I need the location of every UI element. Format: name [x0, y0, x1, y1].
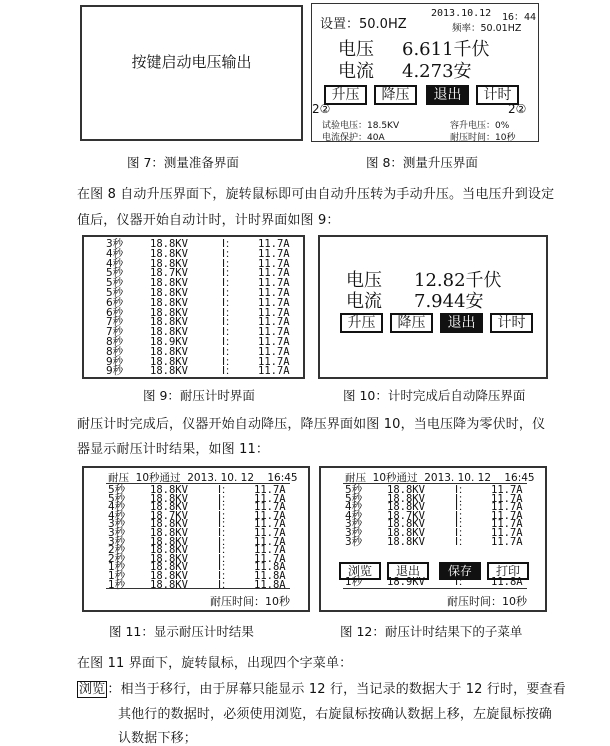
row-current-label: I：: [218, 535, 232, 548]
row-time: 7秒: [106, 326, 124, 339]
row-current: 11.7A: [258, 345, 290, 358]
row-voltage: 18.8KV: [150, 561, 188, 574]
row-voltage: 18.8KV: [387, 527, 425, 539]
row-voltage: 18.8KV: [150, 257, 188, 270]
row-current-label: I：: [455, 527, 469, 539]
row-current-label: I：: [455, 501, 469, 514]
para1-line2: 值后，仪器开始自动计时，计时界面如图 9：: [77, 213, 340, 228]
fig8-caption: 图 8：测量升压界面: [366, 155, 478, 170]
row-current-label: I：: [218, 544, 232, 557]
fig8-left-mark: 2②: [312, 102, 331, 116]
row-time: 4秒: [108, 501, 126, 514]
fig8-test-voltage: 试验电压：18.5KV: [322, 121, 400, 131]
row-current: 11.7A: [491, 535, 523, 548]
row-time: 5秒: [106, 277, 124, 290]
fig10-curr-label: 电流: [346, 291, 382, 312]
fig8-btn-down[interactable]: 降压: [374, 85, 417, 105]
row-time: 1秒: [108, 570, 126, 582]
row-current-label: I：: [222, 306, 236, 319]
row-time: 3秒: [106, 238, 124, 250]
row-current: 11.7A: [258, 296, 290, 309]
row-current: 11.7A: [258, 316, 290, 329]
row-current: 11.7A: [254, 484, 286, 496]
row-current-label: I：: [218, 509, 232, 522]
row-current-label: I：: [222, 267, 236, 280]
row-time: 7秒: [106, 316, 124, 329]
fig12-menu-exit[interactable]: 退出: [387, 562, 429, 580]
row-current: 11.7A: [258, 257, 290, 270]
row-voltage: 18.8KV: [150, 570, 188, 582]
row-voltage: 18.8KV: [387, 518, 425, 531]
row-voltage: 18.8KV: [150, 501, 188, 514]
row-voltage: 18.8KV: [387, 501, 425, 514]
row-current: 11.7A: [491, 527, 523, 539]
row-voltage: 18.8KV: [387, 535, 425, 548]
row-time: 4秒: [108, 509, 126, 522]
row-voltage: 18.8KV: [150, 277, 188, 290]
row-current-label: I：: [218, 578, 232, 591]
row-time: 4秒: [106, 257, 124, 270]
fig12-header: 耐压 10秒通过 2013. 10. 12 16:45: [345, 472, 535, 484]
row-time: 8秒: [106, 345, 124, 358]
fig8-right-mark: 2②: [508, 102, 527, 116]
fig12-menu-save[interactable]: 保存: [439, 562, 481, 580]
row-time: 2秒: [108, 552, 126, 565]
fig9-caption: 图 9：耐压计时界面: [143, 388, 255, 403]
row-current-label: I：: [222, 296, 236, 309]
row-current-label: I：: [222, 277, 236, 290]
row-current: 11.7A: [254, 544, 286, 557]
row-current: 11.7A: [258, 365, 290, 378]
row-time: 4秒: [106, 247, 124, 260]
row-current-label: I：: [218, 518, 232, 531]
row-current: 11.7A: [258, 267, 290, 280]
row-current-label: I：: [222, 247, 236, 260]
browse-line3: 认数据下移；: [118, 731, 197, 746]
row-current: 11.7A: [258, 306, 290, 319]
fig10-btn-up[interactable]: 升压: [340, 313, 383, 333]
fig8-btn-timer[interactable]: 计时: [476, 85, 519, 105]
fig8-volt-value: 6.611千伏: [402, 39, 490, 60]
row-voltage: 18.7KV: [150, 509, 188, 522]
fig12-menu-print[interactable]: 打印: [487, 562, 529, 580]
row-time: 5秒: [108, 492, 126, 505]
row-current: 11.7A: [258, 355, 290, 368]
row-current: 11.7A: [258, 277, 290, 290]
row-voltage: 18.7KV: [150, 267, 188, 280]
row-time: 3秒: [108, 535, 126, 548]
fig12-cut-row: 1秒 18.9KV I： 11.8A: [345, 576, 523, 588]
row-current-label: I：: [222, 326, 236, 339]
row-current: 11.7A: [254, 509, 286, 522]
fig12-caption: 图 12：耐压计时结果下的子菜单: [340, 624, 523, 639]
row-voltage: 18.9KV: [150, 336, 188, 348]
row-time: 8秒: [106, 336, 124, 348]
row-current-label: I：: [455, 492, 469, 505]
row-voltage: 18.8KV: [150, 578, 188, 591]
row-current-label: I：: [455, 484, 469, 496]
fig10-caption: 图 10：计时完成后自动降压界面: [343, 388, 526, 403]
row-time: 1秒: [108, 561, 126, 574]
row-current: 11.7A: [254, 527, 286, 539]
row-current: 11.7A: [258, 326, 290, 339]
row-time: 9秒: [106, 355, 124, 368]
browse-line2: 其他行的数据时，必须使用浏览，右旋鼠标按确认数据上移，左旋鼠标按确: [118, 707, 552, 722]
row-current-label: I：: [222, 345, 236, 358]
fig10-volt-label: 电压: [346, 270, 382, 291]
row-voltage: 18.8KV: [150, 355, 188, 368]
fig10-btn-timer[interactable]: 计时: [490, 313, 533, 333]
row-current: 11.7A: [254, 492, 286, 505]
fig8-withstand-time: 耐压时间：10秒: [450, 133, 516, 143]
row-current-label: I：: [455, 509, 469, 522]
row-voltage: 18.8KV: [150, 316, 188, 329]
row-current: 11.7A: [254, 501, 286, 514]
row-time: 1秒: [108, 578, 126, 591]
fig8-date: 2013.10.12: [431, 8, 492, 19]
row-current-label: I：: [222, 365, 236, 378]
fig10-curr-value: 7.944安: [414, 291, 484, 312]
row-current: 11.7A: [254, 552, 286, 565]
para2-line1: 耐压计时完成后，仪器开始自动降压，降压界面如图 10，当电压降为零伏时，仪: [77, 417, 546, 432]
row-current: 11.7A: [258, 336, 290, 348]
row-current: 11.7A: [491, 518, 523, 531]
row-voltage: 18.8KV: [150, 238, 188, 250]
row-voltage: 18.8KV: [150, 552, 188, 565]
row-current-label: I：: [222, 287, 236, 299]
fig12-screen: [319, 466, 547, 612]
fig8-time: 16：44: [502, 12, 537, 23]
row-current: 11.7A: [491, 492, 523, 505]
fig8-btn-exit[interactable]: 退出: [426, 85, 469, 105]
fig8-freq: 频率：50.01HZ: [452, 23, 522, 34]
fig7-text: 按键启动电压输出: [131, 53, 252, 71]
row-time: 3秒: [345, 535, 363, 548]
row-voltage: 18.8KV: [150, 492, 188, 505]
row-current: 11.7A: [258, 247, 290, 260]
row-current: 11.7A: [491, 501, 523, 514]
fig8-setting: 设置：50.0HZ: [320, 17, 407, 32]
fig11-caption: 图 11：显示耐压计时结果: [109, 624, 254, 639]
row-current: 11.7A: [254, 518, 286, 531]
row-time: 3秒: [345, 518, 363, 531]
row-current-label: I：: [222, 336, 236, 348]
row-voltage: 18.8KV: [150, 544, 188, 557]
row-time: 4秒: [345, 509, 363, 522]
row-current-label: I：: [218, 570, 232, 582]
row-time: 2秒: [108, 544, 126, 557]
row-current-label: I：: [218, 492, 232, 505]
fig7-screen: [80, 5, 303, 141]
row-current: 11.8A: [254, 561, 286, 574]
row-voltage: 18.8KV: [387, 492, 425, 505]
row-current: 11.7A: [258, 238, 290, 250]
fig8-cap-voltage: 容升电压：0%: [450, 121, 510, 131]
fig10-screen: [318, 235, 548, 379]
row-time: 4秒: [345, 501, 363, 514]
row-voltage: 18.8KV: [150, 326, 188, 339]
fig9-screen: [82, 235, 305, 379]
browse-line1: 浏览 ：相当于移行，由于屏幕只能显示 12 行，当记录的数据大于 12 行时，要查看: [79, 682, 566, 697]
row-time: 3秒: [108, 527, 126, 539]
fig12-footer: 耐压时间：10秒: [447, 595, 527, 608]
row-current-label: I：: [218, 552, 232, 565]
row-current-label: I：: [455, 518, 469, 531]
row-voltage: 18.8KV: [150, 484, 188, 496]
fig8-volt-label: 电压: [338, 39, 374, 60]
row-voltage: 18.8KV: [150, 287, 188, 299]
browse-tag: 浏览: [79, 682, 106, 697]
row-current-label: I：: [222, 257, 236, 270]
para3: 在图 11 界面下，旋转鼠标，出现四个字菜单：: [77, 656, 353, 671]
row-current-label: I：: [218, 527, 232, 539]
row-current: 11.7A: [491, 484, 523, 496]
row-current: 11.8A: [254, 578, 286, 591]
fig10-btn-down[interactable]: 降压: [390, 313, 433, 333]
row-current-label: I：: [218, 501, 232, 514]
row-current-label: I：: [222, 238, 236, 250]
para1-line1: 在图 8 自动升压界面下，旋转鼠标即可由自动升压转为手动升压。当电压升到设定: [77, 187, 555, 202]
fig11-header: 耐压 10秒通过 2013. 10. 12 16:45: [108, 472, 298, 484]
row-voltage: 18.8KV: [150, 535, 188, 548]
row-voltage: 18.8KV: [150, 518, 188, 531]
fig8-btn-up[interactable]: 升压: [324, 85, 367, 105]
row-current-label: I：: [222, 316, 236, 329]
row-current: 11.7A: [254, 535, 286, 548]
row-time: 5秒: [106, 287, 124, 299]
fig10-volt-value: 12.82千伏: [414, 270, 502, 291]
row-current-label: I：: [218, 484, 232, 496]
row-voltage: 18.8KV: [150, 247, 188, 260]
row-current-label: I：: [222, 355, 236, 368]
row-current-label: I：: [455, 535, 469, 548]
fig12-menu-browse[interactable]: 浏览: [339, 562, 381, 580]
fig10-btn-exit[interactable]: 退出: [440, 313, 483, 333]
row-voltage: 18.7KV: [387, 509, 425, 522]
row-time: 6秒: [106, 306, 124, 319]
row-current: 11.8A: [254, 570, 286, 582]
fig7-caption: 图 7：测量准备界面: [127, 155, 239, 170]
row-time: 6秒: [106, 296, 124, 309]
row-time: 5秒: [108, 484, 126, 496]
row-voltage: 18.8KV: [150, 527, 188, 539]
row-voltage: 18.8KV: [150, 306, 188, 319]
fig8-curr-value: 4.273安: [402, 61, 472, 82]
row-current: 11.7A: [258, 287, 290, 299]
row-time: 9秒: [106, 365, 124, 378]
row-time: 5秒: [106, 267, 124, 280]
fig11-screen: [82, 466, 310, 612]
row-time: 5秒: [345, 492, 363, 505]
row-voltage: 18.8KV: [150, 365, 188, 378]
fig11-footer: 耐压时间：10秒: [210, 595, 290, 608]
row-voltage: 18.8KV: [150, 296, 188, 309]
row-time: 3秒: [108, 518, 126, 531]
fig8-current-protect: 电流保护：40A: [322, 133, 385, 143]
row-time: 3秒: [345, 527, 363, 539]
row-current: 11.7A: [491, 509, 523, 522]
row-current-label: I：: [218, 561, 232, 574]
fig8-screen: [311, 3, 539, 142]
row-voltage: 18.8KV: [150, 345, 188, 358]
row-time: 5秒: [345, 484, 363, 496]
row-voltage: 18.8KV: [387, 484, 425, 496]
para2-line2: 器显示耐压计时结果，如图 11：: [77, 442, 270, 457]
fig8-curr-label: 电流: [338, 61, 374, 82]
